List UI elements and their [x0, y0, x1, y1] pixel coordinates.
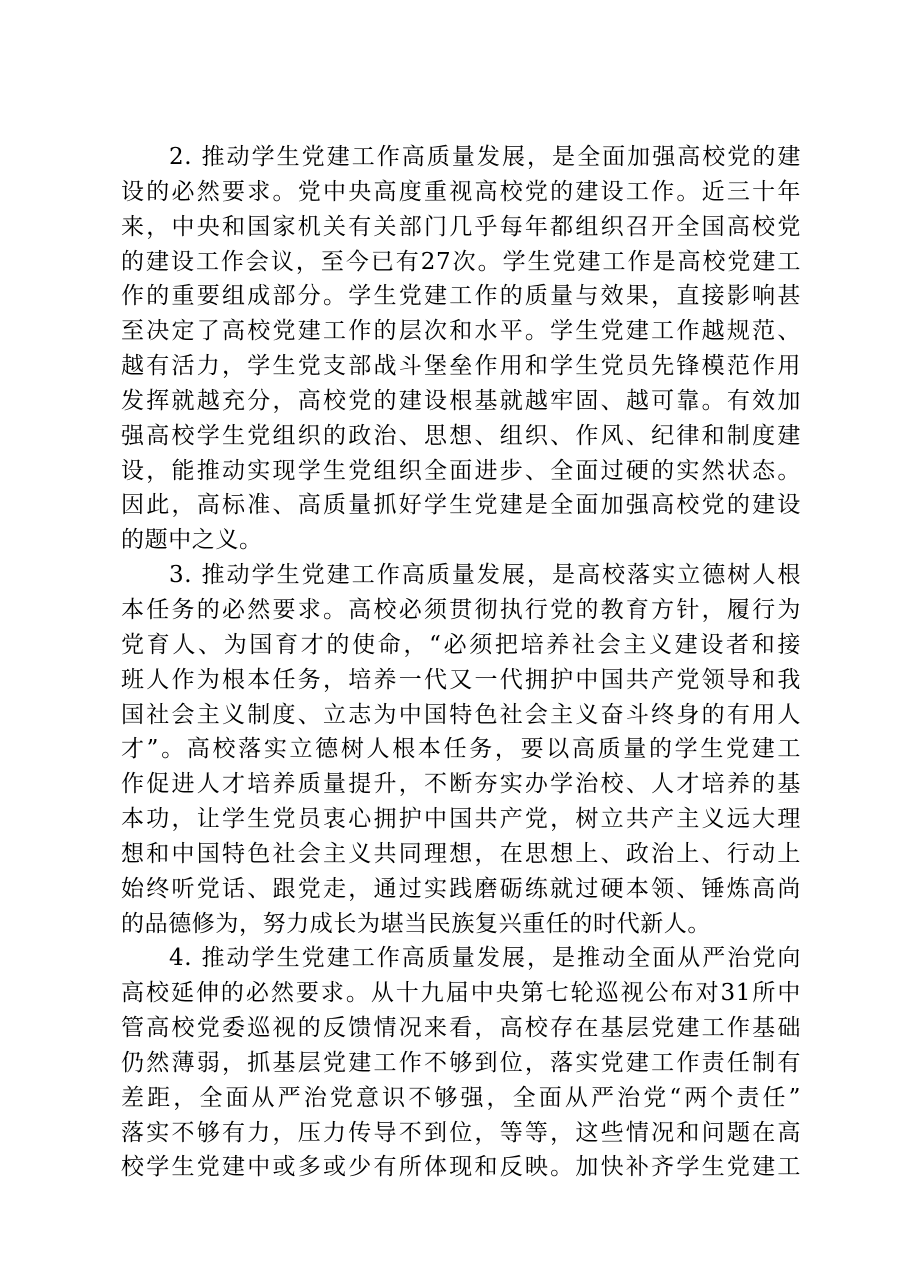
paragraph-1-line-12: 的题中之义。 — [121, 527, 263, 554]
paragraph-1-line-9: 强高校学生党组织的政治、思想、组织、作风、纪律和制度建 — [121, 422, 801, 449]
paragraph-2-line-4: 班人作为根本任务，培养一代又一代拥护中国共产党领导和我 — [121, 666, 801, 693]
paragraph-2-line-5: 国社会主义制度、立志为中国特色社会主义奋斗终身的有用人 — [121, 701, 801, 728]
paragraph-2-line-11: 的品德修为，努力成长为堪当民族复兴重任的时代新人。 — [121, 910, 711, 937]
paragraph-3-line-2: 高校延伸的必然要求。从十九届中央第七轮巡视公布对31所中 — [121, 980, 801, 1007]
paragraph-1-line-7: 越有活力，学生党支部战斗堡垒作用和学生党员先锋模范作用 — [121, 353, 801, 380]
paragraph-1-line-10: 设，能推动实现学生党组织全面进步、全面过硬的实然状态。 — [121, 457, 801, 484]
paragraph-1-line-3: 来，中央和国家机关有关部门几乎每年都组织召开全国高校党 — [121, 213, 801, 240]
paragraph-2-line-9: 想和中国特色社会主义共同理想，在思想上、政治上、行动上 — [121, 840, 801, 867]
paragraph-1-line-6: 至决定了高校党建工作的层次和水平。学生党建工作越规范、 — [121, 318, 801, 345]
paragraph-3-line-5: 差距，全面从严治党意识不够强，全面从严治党“两个责任” — [121, 1084, 801, 1111]
paragraph-1-line-2: 设的必然要求。党中央高度重视高校党的建设工作。近三十年 — [121, 178, 801, 205]
paragraph-2-line-7: 作促进人才培养质量提升，不断夯实办学治校、人才培养的基 — [121, 771, 801, 798]
paragraph-2-line-3: 党育人、为国育才的使命，“必须把培养社会主义建设者和接 — [121, 631, 801, 658]
paragraph-3-line-3: 管高校党委巡视的反馈情况来看，高校存在基层党建工作基础 — [121, 1015, 801, 1042]
paragraph-1-line-5: 作的重要组成部分。学生党建工作的质量与效果，直接影响甚 — [121, 283, 801, 310]
paragraph-3-line-4: 仍然薄弱，抓基层党建工作不够到位，落实党建工作责任制有 — [121, 1049, 801, 1076]
paragraph-2-line-2: 本任务的必然要求。高校必须贯彻执行党的教育方针，履行为 — [121, 596, 801, 623]
paragraph-1-line-11: 因此，高标准、高质量抓好学生党建是全面加强高校党的建设 — [121, 492, 801, 519]
document-body — [121, 140, 801, 1185]
paragraph-2-line-1: 3. 推动学生党建工作高质量发展，是高校落实立德树人根 — [169, 562, 801, 589]
paragraph-1-line-1: 2. 推动学生党建工作高质量发展，是全面加强高校党的建 — [169, 144, 801, 170]
paragraph-3-line-7: 校学生党建中或多或少有所体现和反映。加快补齐学生党建工 — [121, 1154, 801, 1181]
paragraph-1-line-4: 的建设工作会议，至今已有27次。学生党建工作是高校党建工 — [121, 248, 801, 275]
paragraph-2-line-6: 才”。高校落实立德树人根本任务，要以高质量的学生党建工 — [121, 736, 801, 763]
paragraph-2-line-8: 本功，让学生党员衷心拥护中国共产党，树立共产主义远大理 — [121, 806, 801, 833]
paragraph-1-line-8: 发挥就越充分，高校党的建设根基就越牢固、越可靠。有效加 — [121, 387, 801, 414]
paragraph-3-line-1: 4. 推动学生党建工作高质量发展，是推动全面从严治党向 — [169, 945, 801, 972]
paragraph-2-line-10: 始终听党话、跟党走，通过实践磨砺练就过硬本领、锤炼高尚 — [121, 875, 801, 902]
paragraph-3-line-6: 落实不够有力，压力传导不到位，等等，这些情况和问题在高 — [121, 1119, 801, 1146]
